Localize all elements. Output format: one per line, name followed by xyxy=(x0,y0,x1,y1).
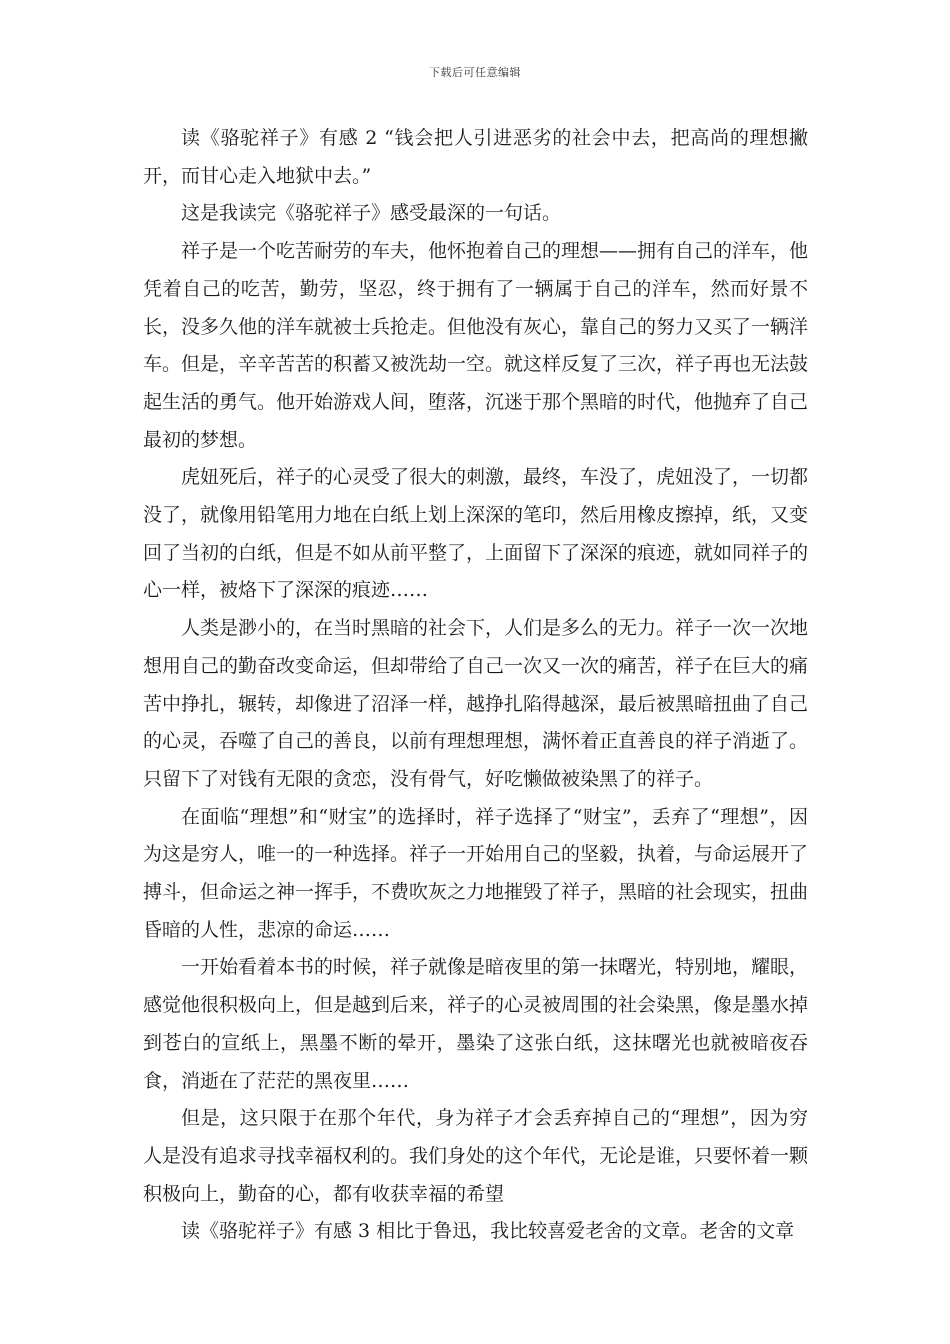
paragraph-8: 但是，这只限于在那个年代，身为祥子才会丢弃掉自己的“理想”，因为穷人是没有追求寻找幸福权利的。我们身处的这个年代，无论是谁，只要怀着一颗积极向上，勤奋的心，都有收获幸福的希望 xyxy=(143,1107,809,1205)
paragraph-1: 读《骆驼祥子》有感 2 “钱会把人引进恶劣的社会中去，把高尚的理想撇开，而甘心走入地狱中去。” xyxy=(143,127,808,187)
page-header-note: 下载后可任意编辑 xyxy=(429,66,521,79)
paragraph-3: 祥子是一个吃苦耐劳的车夫，他怀抱着自己的理想——拥有自己的洋车，他凭着自己的吃苦，勤劳，坚忍，终于拥有了一辆属于自己的洋车，然而好景不长，没多久他的洋车就被士兵抢走。但他没有灰心，靠自己的努力又买了一辆洋车。但是，辛辛苦苦的积蓄又被洗劫一空。就这样反复了三次，祥子再也无法鼓起生活的勇气。他开始游戏人间，堕落，沉迷于那个黑暗的时代，他抛弃了自己最初的梦想。 xyxy=(143,240,809,451)
paragraph-7: 一开始看着本书的时候，祥子就像是暗夜里的第一抹曙光，特别地，耀眼，感觉他很积极向上，但是越到后来，祥子的心灵被周围的社会染黑，像是墨水掉到苍白的宣纸上，黑墨不断的晕开，墨染了这张白纸，这抹曙光也就被暗夜吞食，消逝在了茫茫的黑夜里…… xyxy=(143,956,809,1092)
paragraph-6: 在面临“理想”和“财宝”的选择时，祥子选择了“财宝”，丢弃了“理想”，因为这是穷人，唯一的一种选择。祥子一开始用自己的坚毅，执着，与命运展开了搏斗，但命运之神一挥手，不费吹灰之力地摧毁了祥子，黑暗的社会现实，扭曲昏暗的人性，悲凉的命运…… xyxy=(143,805,809,941)
paragraph-9: 读《骆驼祥子》有感 3 相比于鲁迅，我比较喜爱老舍的文章。老舍的文章 xyxy=(181,1220,795,1243)
paragraph-2: 这是我读完《骆驼祥子》感受最深的一句话。 xyxy=(181,202,562,225)
paragraph-4: 虎妞死后，祥子的心灵受了很大的刺激，最终，车没了，虎妞没了，一切都没了，就像用铅笔用力地在白纸上划上深深的笔印，然后用橡皮擦掉，纸，又变回了当初的白纸，但是不如从前平整了，上面留下了深深的痕迹，就如同祥子的心一样，被烙下了深深的痕迹…… xyxy=(143,466,809,602)
paragraph-5: 人类是渺小的，在当时黑暗的社会下，人们是多么的无力。祥子一次一次地想用自己的勤奋改变命运，但却带给了自己一次又一次的痛苦，祥子在巨大的痛苦中挣扎，辗转，却像进了沼泽一样，越挣扎陷得越深，最后被黑暗扭曲了自己的心灵，吞噬了自己的善良，以前有理想理想，满怀着正直善良的祥子消逝了。只留下了对钱有无限的贪恋，没有骨气，好吃懒做被染黑了的祥子。 xyxy=(143,617,809,790)
article-body xyxy=(143,120,808,1251)
